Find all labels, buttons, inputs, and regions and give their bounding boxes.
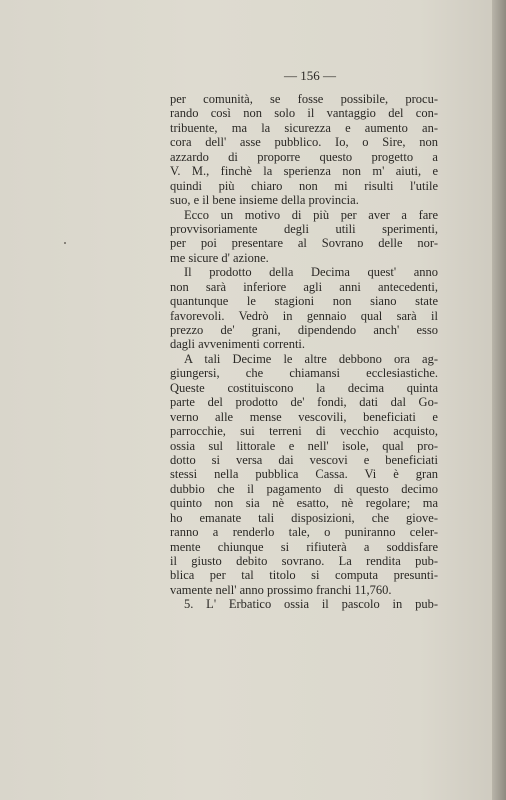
page-number: — 156 — [284, 68, 336, 83]
paper-speck [64, 242, 66, 244]
text-line: ho emanate tali disposizioni, che giove- [170, 510, 438, 525]
text-line: per comunità, se fosse possibile, procu- [170, 92, 438, 106]
text-line: dagli avvenimenti correnti. [170, 337, 306, 352]
text-line: dotto si versa dai vescovi e beneficiati [170, 452, 438, 467]
text-line: stessi nella pubblica Cassa. Vi è gran [170, 467, 438, 482]
body-text [170, 92, 438, 612]
text-line: dubbio che il pagamento di questo decimo [170, 481, 438, 496]
text-line: quantunque le stagioni non siano state [170, 294, 438, 309]
text-line: vamente nell' anno prossimo franchi 11,760. [170, 582, 392, 597]
text-line: quinto non sia nè esatto, nè regolare; ma [170, 496, 438, 511]
text-line: me sicure d' azione. [170, 250, 269, 265]
text-line: parte del prodotto de' fondi, dati dal Go- [170, 395, 438, 410]
page-edge-shadow [492, 0, 506, 800]
text-line: quindi più chiaro non mi risulti l'utile [170, 178, 438, 193]
text-line: cora dell' asse pubblico. Io, o Sire, non [170, 135, 438, 150]
text-line: blica per tal titolo si computa presunti- [170, 568, 438, 583]
text-line: suo, e il bene insieme della provincia. [170, 193, 359, 208]
text-line: parrocchie, sui terreni di vecchio acquisto, [170, 424, 438, 439]
text-line: giungersi, che chiamansi ecclesiastiche. [170, 366, 438, 381]
text-line: ranno a renderlo tale, o puniranno celer- [170, 525, 438, 540]
text-line: il giusto debito sovrano. La rendita pub- [170, 554, 438, 568]
text-line: 5. L' Erbatico ossia il pascolo in pub- [184, 597, 438, 612]
text-line: provvisoriamente degli utili sperimenti, [170, 221, 438, 236]
text-line: favorevoli. Vedrò in gennaio qual sarà il [170, 308, 438, 323]
text-line: mente chiunque si rifiuterà a soddisfare [170, 539, 438, 554]
text-line: ossia sul littorale e nell' isole, qual pro- [170, 438, 438, 453]
text-line: V. M., finchè la sperienza non m' aiuti, e [170, 164, 438, 179]
text-line: A tali Decime le altre debbono ora ag- [184, 351, 438, 366]
text-line: Il prodotto della Decima quest' anno [184, 265, 438, 280]
text-line: verno alle mense vescovili, beneficiati e [170, 409, 438, 424]
text-line: non sarà inferiore agli anni antecedenti, [170, 279, 438, 294]
text-line: azzardo di proporre questo progetto a [170, 149, 438, 164]
text-line: Queste costituiscono la decima quinta [170, 380, 438, 395]
text-line: prezzo de' grani, dipendendo anch' esso [170, 323, 438, 337]
text-line: tribuente, ma la sicurezza e aumento an- [170, 120, 438, 135]
text-line: per poi presentare al Sovrano delle nor- [170, 236, 438, 251]
text-line: Ecco un motivo di più per aver a fare [184, 207, 438, 222]
text-line: rando così non solo il vantaggio del con- [170, 106, 438, 121]
